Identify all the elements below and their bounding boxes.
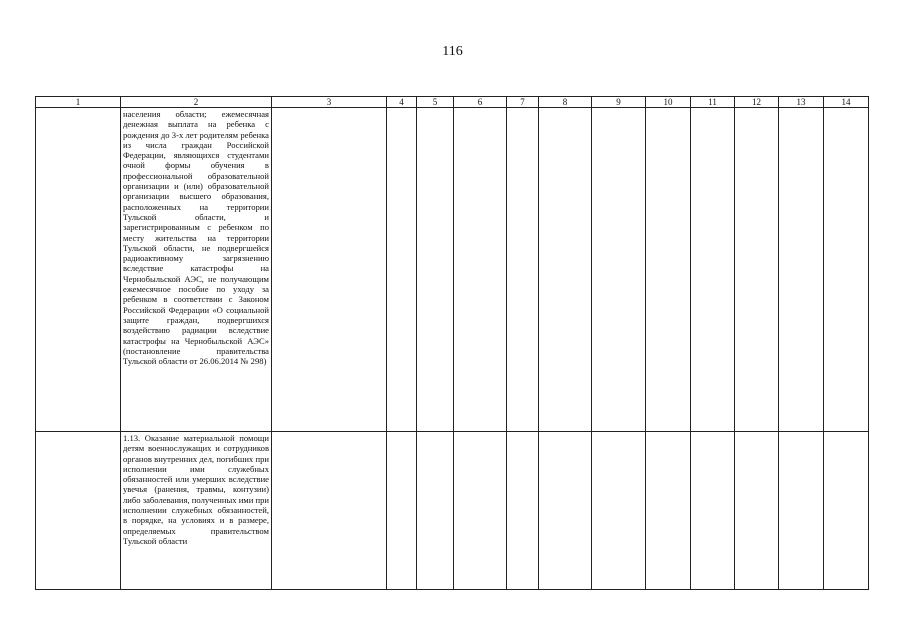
table-cell-empty [417,432,454,590]
table-cell-description [121,432,272,590]
table-cell-empty [592,432,646,590]
table-cell-empty [272,108,387,432]
column-header-9: 9 [592,97,646,108]
column-header-14: 14 [824,97,869,108]
table-cell-empty [507,432,539,590]
table-cell-empty [454,108,507,432]
column-header-12: 12 [735,97,779,108]
table-cell-empty [454,432,507,590]
table-cell-empty [824,432,869,590]
column-header-11: 11 [691,97,735,108]
column-header-2: 2 [121,97,272,108]
column-header-5: 5 [417,97,454,108]
table-cell-empty [735,432,779,590]
table-cell-empty [592,108,646,432]
column-header-10: 10 [646,97,691,108]
table-cell-col1 [36,432,121,590]
table-cell-empty [387,432,417,590]
table-cell-empty [417,108,454,432]
table-cell-empty [539,432,592,590]
column-header-13: 13 [779,97,824,108]
table-cell-description [121,108,272,432]
column-header-3: 3 [272,97,387,108]
table-row [36,432,869,590]
description-text: населения области; ежемесячная денежная выплата на ребенка с рождения до 3-х лет родителям ребенка из числа граждан Российской Федерации, являющихся студентами очной формы обучения в профессиональной образовательной организации и (или) образовательной организации высшего образования, расположенных на территории Тульской области, и зарегистрированным с ребенком по месту жительства на территории Тульской области, не подвергшейся радиоактивному загрязнению вследствие катастрофы на Чернобыльской АЭС, не получающим ежемесячное пособие по уходу за ребенком в соответствии с Законом Российской Федерации «О социальной защите граждан, подвергшихся воздействию радиации вследствие катастрофы на Чернобыльской АЭС» (постановление правительства Тульской области от 26.06.2014 № 298) [123,109,269,367]
table-cell-empty [691,432,735,590]
table-cell-empty [691,108,735,432]
table-cell-empty [507,108,539,432]
table-cell-empty [539,108,592,432]
column-header-6: 6 [454,97,507,108]
page-number: 116 [442,44,463,59]
table-cell-empty [779,108,824,432]
table-cell-empty [387,108,417,432]
column-header-7: 7 [507,97,539,108]
table-cell-col1 [36,108,121,432]
table-row [36,108,869,432]
table-cell-empty [646,108,691,432]
description-text: 1.13. Оказание материальной помощи детям военнослужащих и сотрудников органов внутренних дел, погибших при исполнении ими служебных обязанностей или умерших вследствие увечья (ранения, травмы, контузии) либо заболевания, полученных ими при исполнении служебных обязанностей, в порядке, на условиях и в размере, определяемых правительством Тульской области [123,433,269,546]
table-cell-empty [779,432,824,590]
data-table [35,96,869,590]
table-cell-empty [646,432,691,590]
table-cell-empty [824,108,869,432]
column-header-8: 8 [539,97,592,108]
table-header-row [36,97,869,108]
table-cell-empty [735,108,779,432]
table-cell-empty [272,432,387,590]
column-header-4: 4 [387,97,417,108]
column-header-1: 1 [36,97,121,108]
